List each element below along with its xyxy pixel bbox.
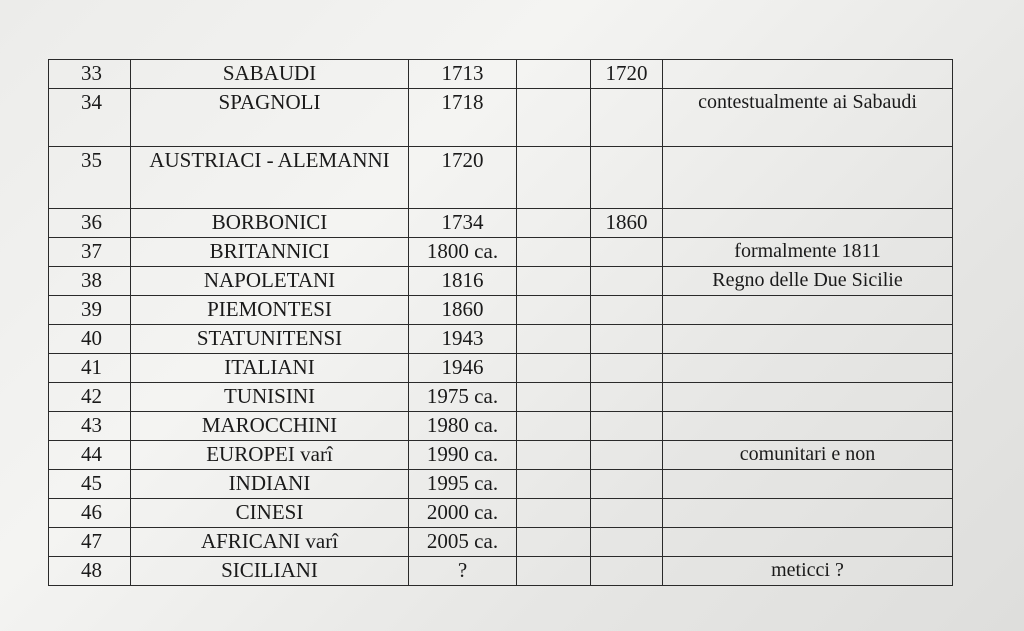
cell-blank [517, 60, 591, 89]
cell-people: CINESI [131, 499, 409, 528]
cell-number: 48 [49, 557, 131, 586]
table-row [49, 412, 953, 441]
cell-number: 38 [49, 267, 131, 296]
cell-end-year [591, 325, 663, 354]
cell-number: 39 [49, 296, 131, 325]
cell-blank [517, 528, 591, 557]
cell-note [663, 470, 953, 499]
cell-note: comunitari e non [663, 441, 953, 470]
cell-start-year: 1800 ca. [409, 238, 517, 267]
cell-number: 47 [49, 528, 131, 557]
cell-start-year: ? [409, 557, 517, 586]
cell-start-year: 1946 [409, 354, 517, 383]
cell-end-year [591, 470, 663, 499]
cell-number: 35 [49, 147, 131, 209]
cell-blank [517, 147, 591, 209]
cell-blank [517, 325, 591, 354]
cell-number: 36 [49, 209, 131, 238]
table-row [49, 325, 953, 354]
cell-blank [517, 267, 591, 296]
cell-note: Regno delle Due Sicilie [663, 267, 953, 296]
cell-note [663, 296, 953, 325]
cell-start-year: 1816 [409, 267, 517, 296]
table-row [49, 267, 953, 296]
cell-note [663, 528, 953, 557]
cell-number: 42 [49, 383, 131, 412]
cell-end-year [591, 147, 663, 209]
cell-end-year: 1860 [591, 209, 663, 238]
cell-note [663, 354, 953, 383]
cell-people: BORBONICI [131, 209, 409, 238]
table-row [49, 238, 953, 267]
table-row [49, 89, 953, 147]
table-row [49, 441, 953, 470]
cell-start-year: 2000 ca. [409, 499, 517, 528]
table-row [49, 296, 953, 325]
cell-end-year [591, 441, 663, 470]
cell-number: 46 [49, 499, 131, 528]
cell-blank [517, 238, 591, 267]
cell-note [663, 412, 953, 441]
cell-number: 40 [49, 325, 131, 354]
cell-end-year [591, 528, 663, 557]
cell-end-year [591, 383, 663, 412]
document-page [48, 59, 952, 606]
cell-end-year [591, 89, 663, 147]
cell-note [663, 383, 953, 412]
cell-note [663, 325, 953, 354]
cell-start-year: 1975 ca. [409, 383, 517, 412]
table-body [49, 60, 953, 586]
cell-blank [517, 209, 591, 238]
cell-start-year: 1980 ca. [409, 412, 517, 441]
cell-people: MAROCCHINI [131, 412, 409, 441]
cell-people: INDIANI [131, 470, 409, 499]
cell-number: 37 [49, 238, 131, 267]
cell-blank [517, 296, 591, 325]
cell-people: AFRICANI varî [131, 528, 409, 557]
cell-people: SICILIANI [131, 557, 409, 586]
cell-start-year: 2005 ca. [409, 528, 517, 557]
cell-start-year: 1718 [409, 89, 517, 147]
table-row [49, 383, 953, 412]
cell-note [663, 209, 953, 238]
cell-number: 34 [49, 89, 131, 147]
cell-note [663, 147, 953, 209]
cell-end-year [591, 267, 663, 296]
cell-number: 43 [49, 412, 131, 441]
cell-people: NAPOLETANI [131, 267, 409, 296]
cell-end-year [591, 412, 663, 441]
cell-note: meticci ? [663, 557, 953, 586]
table-row [49, 209, 953, 238]
table-row [49, 147, 953, 209]
cell-people: EUROPEI varî [131, 441, 409, 470]
cell-end-year [591, 557, 663, 586]
cell-blank [517, 412, 591, 441]
cell-people: AUSTRIACI - ALEMANNI [131, 147, 409, 209]
cell-note [663, 60, 953, 89]
cell-people: ITALIANI [131, 354, 409, 383]
cell-start-year: 1713 [409, 60, 517, 89]
cell-note: formalmente 1811 [663, 238, 953, 267]
cell-start-year: 1734 [409, 209, 517, 238]
table-row [49, 354, 953, 383]
cell-end-year [591, 354, 663, 383]
table-row [49, 60, 953, 89]
cell-blank [517, 383, 591, 412]
table-row [49, 470, 953, 499]
cell-start-year: 1720 [409, 147, 517, 209]
cell-people: SABAUDI [131, 60, 409, 89]
cell-people: TUNISINI [131, 383, 409, 412]
cell-blank [517, 441, 591, 470]
cell-people: STATUNITENSI [131, 325, 409, 354]
cell-start-year: 1990 ca. [409, 441, 517, 470]
rulers-table [48, 59, 953, 586]
cell-number: 45 [49, 470, 131, 499]
cell-start-year: 1860 [409, 296, 517, 325]
cell-number: 44 [49, 441, 131, 470]
cell-start-year: 1943 [409, 325, 517, 354]
cell-number: 33 [49, 60, 131, 89]
cell-people: PIEMONTESI [131, 296, 409, 325]
cell-blank [517, 354, 591, 383]
cell-number: 41 [49, 354, 131, 383]
cell-blank [517, 470, 591, 499]
table-row [49, 557, 953, 586]
cell-end-year [591, 499, 663, 528]
cell-note: contestualmente ai Sabaudi [663, 89, 953, 147]
cell-end-year: 1720 [591, 60, 663, 89]
cell-start-year: 1995 ca. [409, 470, 517, 499]
cell-blank [517, 89, 591, 147]
cell-blank [517, 499, 591, 528]
cell-people: SPAGNOLI [131, 89, 409, 147]
cell-people: BRITANNICI [131, 238, 409, 267]
cell-note [663, 499, 953, 528]
table-row [49, 528, 953, 557]
table-row [49, 499, 953, 528]
cell-end-year [591, 238, 663, 267]
cell-end-year [591, 296, 663, 325]
cell-blank [517, 557, 591, 586]
